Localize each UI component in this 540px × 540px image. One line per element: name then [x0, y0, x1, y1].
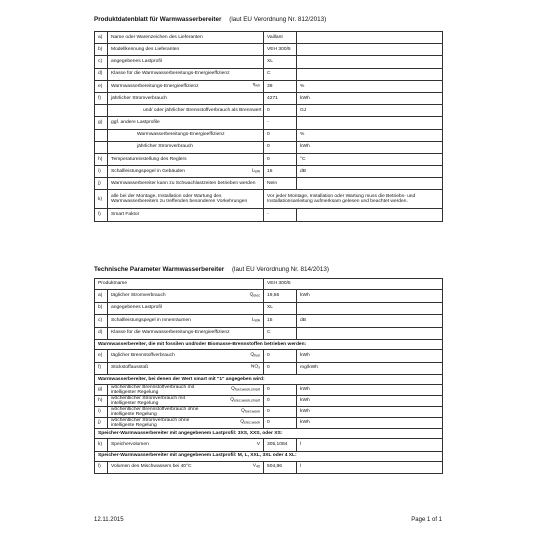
table-row	[95, 178, 443, 190]
sheet2-title-text: Technische Parameter Warmwasserbereiter	[94, 266, 225, 273]
table-row	[95, 32, 443, 44]
row-label: angegebenes Lastprofil	[111, 59, 162, 65]
row-label: Klasse für die Warmwasserbereitungs-Energieeffizienz	[111, 71, 230, 77]
row-label-cell	[108, 117, 264, 129]
row-letter: l)	[95, 209, 108, 221]
row-label: Schallleistungspegel in Innenräumen	[111, 317, 191, 323]
row-symbol: V	[256, 441, 260, 447]
row-unit: GJ	[297, 105, 443, 117]
row-letter: l)	[95, 461, 108, 474]
row-value: -	[264, 117, 297, 129]
row-value: 0	[264, 385, 297, 396]
row-value: 0	[264, 153, 297, 165]
row-letter: j)	[95, 178, 108, 190]
row-unit	[297, 327, 443, 340]
row-value: 504,86	[264, 461, 297, 474]
row-value: 0	[264, 350, 297, 363]
row-letter: k)	[95, 190, 108, 209]
row-value: -	[264, 209, 297, 221]
row-letter: a)	[95, 32, 108, 44]
row-value: 0	[264, 396, 297, 407]
table-row	[95, 141, 443, 153]
table-row	[95, 153, 443, 165]
sheet1-title	[94, 16, 326, 23]
row-letter: c)	[95, 56, 108, 68]
row-label-cell	[108, 44, 264, 56]
sheet1-table	[94, 31, 443, 222]
row-unit: dB	[297, 166, 443, 178]
row-letter: j)	[95, 418, 108, 429]
row-value: Vor jeder Montage, Installation oder Wartung muss die Betriebs- und Installationsanleitung aufmerksam gelesen und beachtet werden.	[264, 190, 443, 209]
product-name-row	[95, 279, 443, 290]
row-label: wöchentlicher Brennstoffverbrauch mit intelligenter Regelung	[111, 385, 195, 395]
row-unit	[297, 68, 443, 80]
row-unit: kWh	[297, 418, 443, 429]
row-value: 15	[264, 166, 297, 178]
row-value: C	[264, 327, 297, 340]
row-unit: kWh	[297, 350, 443, 363]
row-letter: a)	[95, 290, 108, 303]
row-label: Speichervolumen	[111, 441, 149, 447]
row-letter: c)	[95, 315, 108, 328]
group-header: Speicher-Warmwasserbereiter mit angegebenem Lastprofil: M, L, XXL, 3XL oder 4 XL:	[95, 451, 443, 461]
row-letter: i)	[95, 166, 108, 178]
row-letter: b)	[95, 302, 108, 315]
row-value: C	[264, 68, 297, 80]
row-letter: d)	[95, 327, 108, 340]
row-unit	[297, 209, 443, 221]
row-label-cell	[108, 439, 264, 452]
row-unit	[297, 32, 443, 44]
table-row	[95, 461, 443, 474]
table-row	[95, 385, 443, 396]
row-letter: g)	[95, 117, 108, 129]
footer-page-number: Page 1 of 1	[411, 517, 442, 523]
row-label-cell	[108, 209, 264, 221]
row-letter	[95, 141, 108, 153]
row-label: täglicher Brennstoffverbrauch	[111, 352, 175, 358]
table-row	[95, 209, 443, 221]
row-label-cell	[108, 407, 264, 418]
row-label: ggf. andere Lastprofile	[111, 120, 160, 126]
row-label-cell	[108, 178, 264, 190]
row-unit: kWh	[297, 385, 443, 396]
row-label: wöchentlicher Stromverbrauch mit intelligenter Regelung	[111, 396, 185, 406]
product-name-value: VEH 300/5	[264, 279, 443, 290]
table-row	[95, 117, 443, 129]
row-value: XL	[264, 56, 297, 68]
row-label: Warmwasserbereitungs-Energieeffizienz	[137, 132, 225, 138]
row-label: jährlicher Stromverbrauch	[137, 144, 193, 150]
row-label-cell	[108, 362, 264, 375]
table-row	[95, 190, 443, 209]
table-row	[95, 129, 443, 141]
row-letter: b)	[95, 44, 108, 56]
row-label: Name oder Warenzeichen des Lieferanten	[111, 34, 203, 40]
row-label: wöchentlicher Brennstoffverbrauch ohne intelligente Regelung	[111, 407, 199, 417]
row-label-cell	[108, 396, 264, 407]
row-value: Nein	[264, 178, 297, 190]
row-label-cell	[108, 327, 264, 340]
table-row	[95, 362, 443, 375]
table-row	[95, 166, 443, 178]
row-label: jährlicher Stromverbrauch	[111, 95, 167, 101]
row-label: Warmwasserbereiter kann zu Schwachlastzeiten betrieben werden	[111, 181, 256, 187]
row-symbol: $Q_{fuel}$	[250, 352, 260, 358]
row-label: wöchentlicher Stromverbrauch ohne intelligente Regelung	[111, 418, 190, 428]
row-label-cell	[108, 129, 264, 141]
row-unit: kWh	[297, 92, 443, 104]
row-label-cell	[108, 290, 264, 303]
row-unit: kWh	[297, 407, 443, 418]
table-row	[95, 407, 443, 418]
row-value: 0	[264, 105, 297, 117]
row-label-cell	[108, 56, 264, 68]
row-label-cell	[108, 190, 264, 209]
row-unit: %	[297, 129, 443, 141]
row-label: Modellkennung des Lieferanten	[111, 46, 180, 52]
row-unit	[297, 117, 443, 129]
row-symbol: $L_{WA}$	[251, 317, 260, 323]
row-value: Vaillant	[264, 32, 297, 44]
group-header-row	[95, 375, 443, 385]
row-symbol: $Q_{fuel,week,smart}$	[231, 386, 260, 392]
table-row	[95, 350, 443, 363]
row-label-cell	[108, 350, 264, 363]
table-row	[95, 327, 443, 340]
row-value: XL	[264, 302, 297, 315]
sheet2-table	[94, 278, 443, 474]
row-value: 0	[264, 362, 297, 375]
table-row	[95, 92, 443, 104]
row-value: 0	[264, 418, 297, 429]
row-unit	[297, 178, 443, 190]
row-symbol: $V_{40}$	[252, 463, 260, 469]
row-letter: e)	[95, 80, 108, 92]
row-label: Warmwasserbereitungs-Energieeffizienz	[111, 83, 199, 89]
row-letter	[95, 105, 108, 117]
footer-date: 12.11.2015	[94, 517, 124, 523]
sheet1-regulation-ref: (laut EU Verordnung Nr. 812/2013)	[229, 16, 327, 23]
table-row	[95, 302, 443, 315]
table-row	[95, 56, 443, 68]
row-label: angegebenes Lastprofil	[111, 305, 162, 311]
table-row	[95, 315, 443, 328]
row-unit	[297, 302, 443, 315]
table-row	[95, 290, 443, 303]
row-letter: f)	[95, 92, 108, 104]
table-row	[95, 396, 443, 407]
row-label: Stickstoffausstoß	[111, 365, 149, 371]
row-symbol: $\eta_{wh}$	[252, 83, 260, 89]
row-label: und/ oder jährlicher Brennstoffverbrauch als Brennwert	[143, 107, 262, 113]
group-header: Warmwasserbereiter, bei denen der Wert smart mit "1" angegeben wird:	[95, 375, 443, 385]
row-symbol: $Q_{fuel,week}$	[241, 408, 260, 414]
row-label-cell	[108, 80, 264, 92]
row-label: Schallleistungspegel in Gebäuden	[111, 168, 185, 174]
row-unit: mg/kWh	[297, 362, 443, 375]
row-value: 15	[264, 315, 297, 328]
row-unit: kWh	[297, 396, 443, 407]
row-label-cell	[108, 32, 264, 44]
sheet1-title-text: Produktdatenblatt für Warmwasserbereiter	[94, 16, 222, 23]
row-symbol: $Q_{elec}$	[249, 292, 260, 298]
row-label: Volumen des Mischwassers bei 40°C	[111, 464, 192, 470]
row-symbol: $NO_x$	[250, 364, 260, 370]
row-letter: f)	[95, 362, 108, 375]
row-label-cell	[108, 153, 264, 165]
row-value: 19,56	[264, 290, 297, 303]
row-unit: kWh	[297, 141, 443, 153]
row-letter: k)	[95, 439, 108, 452]
table-row	[95, 418, 443, 429]
row-symbol: $Q_{elec,week,smart}$	[230, 397, 260, 403]
group-header: Warmwasserbereiter, die mit fossilen und/oder Biomasse-Brennstoffen betrieben werden:	[95, 340, 443, 350]
row-value: 305,1084	[264, 439, 297, 452]
row-label-cell	[108, 68, 264, 80]
row-letter: h)	[95, 396, 108, 407]
row-unit: l	[297, 439, 443, 452]
row-value: 0	[264, 407, 297, 418]
row-unit	[297, 44, 443, 56]
row-unit: dB	[297, 315, 443, 328]
row-label-cell	[108, 385, 264, 396]
row-label-cell	[108, 166, 264, 178]
row-letter: i)	[95, 407, 108, 418]
row-label: täglicher Stromverbrauch	[111, 292, 166, 298]
group-header-row	[95, 429, 443, 439]
row-label-cell	[108, 461, 264, 474]
row-letter: h)	[95, 153, 108, 165]
row-unit: l	[297, 461, 443, 474]
row-unit	[297, 56, 443, 68]
sheet2-regulation-ref: (laut EU Verordnung Nr. 814/2013)	[231, 266, 329, 273]
row-label-cell	[108, 92, 264, 104]
row-value: 0	[264, 141, 297, 153]
table-row	[95, 439, 443, 452]
row-label-cell	[108, 315, 264, 328]
row-symbol: $L_{WA}$	[251, 168, 260, 174]
product-name-label: Produktname	[95, 279, 264, 290]
row-label: alle bei der Montage, Installation oder Wartung des Warmwasserbereiters zu treffenden besonderen Vorkehrungen	[111, 193, 248, 205]
row-label: Smart Faktor	[111, 212, 140, 218]
row-label-cell	[108, 141, 264, 153]
row-label: Temperatureinstellung des Reglers	[111, 156, 187, 162]
row-value: 4271	[264, 92, 297, 104]
group-header-row	[95, 451, 443, 461]
row-letter	[95, 129, 108, 141]
table-row	[95, 68, 443, 80]
row-value: 39	[264, 80, 297, 92]
row-unit: %	[297, 80, 443, 92]
row-label-cell	[108, 418, 264, 429]
row-letter: d)	[95, 68, 108, 80]
table-row	[95, 105, 443, 117]
row-symbol: $Q_{elec,week}$	[240, 419, 260, 425]
row-label-cell	[108, 105, 264, 117]
group-header-row	[95, 340, 443, 350]
row-unit: °C	[297, 153, 443, 165]
row-label: Klasse für die Warmwasserbereitungs-Energieeffizienz	[111, 330, 230, 336]
table-row	[95, 80, 443, 92]
table-row	[95, 44, 443, 56]
row-label-cell	[108, 302, 264, 315]
sheet2-title	[94, 266, 329, 273]
row-letter: g)	[95, 385, 108, 396]
row-letter: e)	[95, 350, 108, 363]
row-value: 0	[264, 129, 297, 141]
row-value: VEH 300/5	[264, 44, 297, 56]
row-unit: kWh	[297, 290, 443, 303]
group-header: Speicher-Warmwasserbereiter mit angegebenem Lastprofil: 3XS, XXS, oder XS:	[95, 429, 443, 439]
